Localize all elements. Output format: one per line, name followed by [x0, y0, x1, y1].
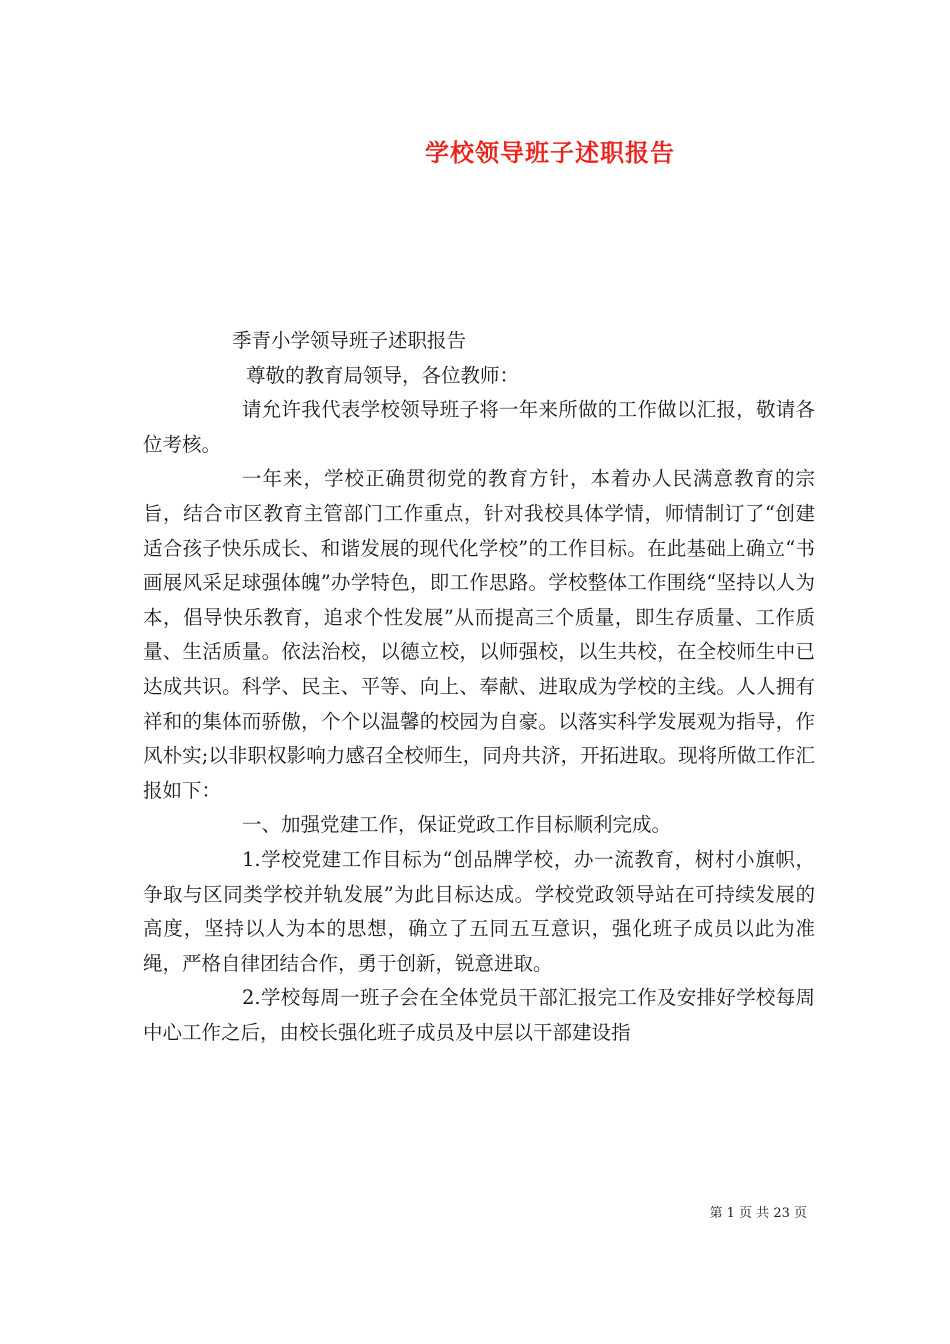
document-title: 学校领导班子述职报告: [425, 138, 675, 167]
page-number: 第 1 页 共 23 页: [709, 1206, 807, 1221]
section-heading-1: 一、加强党建工作，保证党政工作目标顺利完成。: [242, 813, 672, 837]
paragraph-overview: 一年来，学校正确贯彻党的教育方针，本着办人民满意教育的宗旨，结合市区教育主管部门工作重点，针对我校具体学情，师情制订了“创建适合孩子快乐成长、和谐发展的现代化学校”的工作目标。在此基础上确立“书画展风采足球强体魄”办学特色，即工作思路。学校整体工作围绕“坚持以人为本，倡导快乐教育，追求个性发展”从而提高三个质量，即生存质量、工作质量、生活质量。依法治校，以德立校，以师强校，以生共校，在全校师生中已达成共识。科学、民主、平等、向上、奉献、进取成为学校的主线。人人拥有祥和的集体而骄傲，个个以温馨的校园为自豪。以落实科学发展观为指导，作风朴实;以非职权影响力感召全校师生，同舟共济，开拓进取。现将所做工作汇报如下：: [143, 467, 815, 802]
greeting: 尊敬的教育局领导，各位教师：: [246, 363, 520, 387]
document-subtitle: 季青小学领导班子述职报告: [232, 329, 467, 352]
document-body: [143, 324, 815, 1050]
paragraph-intro: 请允许我代表学校领导班子将一年来所做的工作做以汇报，敬请各位考核。: [143, 398, 815, 456]
paragraph-item-1: 1.学校党建工作目标为“创品牌学校，办一流教育，树村小旗帜，争取与区同类学校并轨发展”为此目标达成。学校党政领导站在可持续发展的高度，坚持以人为本的思想，确立了五同五互意识，强化班子成员以此为准绳，严格自律团结合作，勇于创新，锐意进取。: [143, 847, 815, 975]
paragraph-item-2: 2.学校每周一班子会在全体党员干部汇报完工作及安排好学校每周中心工作之后，由校长强化班子成员及中层以干部建设指: [143, 986, 815, 1044]
